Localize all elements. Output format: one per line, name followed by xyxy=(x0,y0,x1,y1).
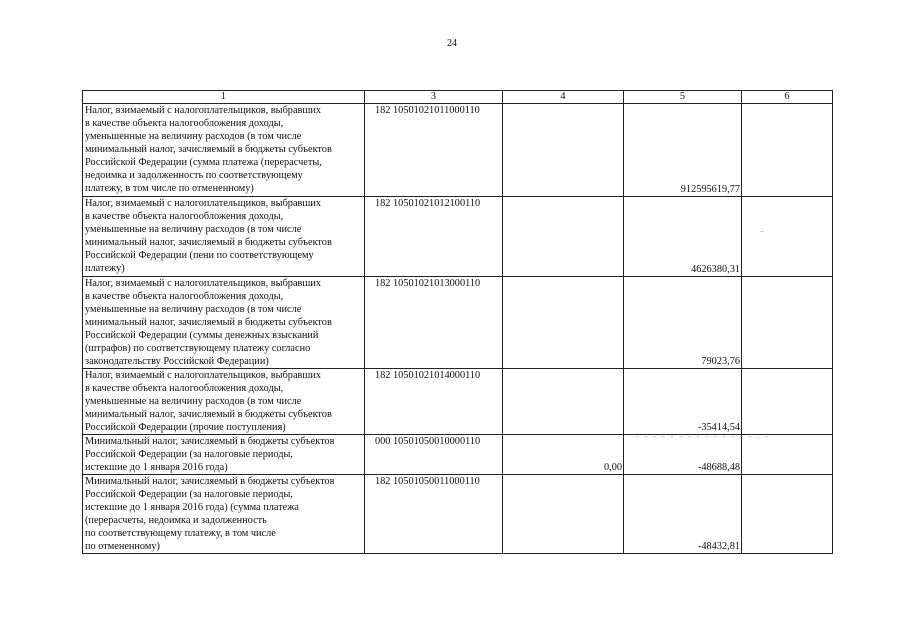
row-code-cell: 182 10501021014000110 xyxy=(365,369,503,435)
row-code-cell: 182 10501021011000110 xyxy=(365,104,503,197)
row-col4-cell xyxy=(503,475,624,554)
row-col6-cell xyxy=(742,277,833,369)
row-code-cell: 182 10501021012100110 xyxy=(365,197,503,277)
row-col4-cell xyxy=(503,197,624,277)
row-name-cell: Налог, взимаемый с налогоплательщиков, выбравших в качестве объекта налогообложения доходы, уменьшенные на величину расходов (в том числе минимальный налог, зачисляемый в бюджеты субъектов Российской Федерации (суммы денежных взысканий (штрафов) по соответствующему платежу согласно законодательству Российской Федерации) xyxy=(83,277,365,369)
row-col4-cell xyxy=(503,277,624,369)
row-col4-cell: 0,00 xyxy=(503,435,624,475)
row-col6-cell xyxy=(742,475,833,554)
row-name-cell: Налог, взимаемый с налогоплательщиков, выбравших в качестве объекта налогообложения доходы, уменьшенные на величину расходов (в том числе минимальный налог, зачисляемый в бюджеты субъектов Российской Федерации (пени по соответствующему платежу) xyxy=(83,197,365,277)
row-col6-cell xyxy=(742,369,833,435)
table-row xyxy=(83,369,833,435)
row-col5-cell: -48432,81 xyxy=(624,475,742,554)
budget-revenue-table xyxy=(82,90,833,554)
row-col5-cell: 4626380,31 xyxy=(624,197,742,277)
row-name-cell: Минимальный налог, зачисляемый в бюджеты субъектов Российской Федерации (за налоговые периоды, истекшие до 1 января 2016 года) (сумма платежа (перерасчеты, недоимка и задолженность по соответствующему платежу, в том числе по отмененному) xyxy=(83,475,365,554)
row-name-cell: Налог, взимаемый с налогоплательщиков, выбравших в качестве объекта налогообложения доходы, уменьшенные на величину расходов (в том числе минимальный налог, зачисляемый в бюджеты субъектов Российской Федерации (сумма платежа (перерасчеты, недоимка и задолженность по соответствующему платежу, в том числе по отмененному) xyxy=(83,104,365,197)
table-header-row xyxy=(83,91,833,104)
row-name-cell: Налог, взимаемый с налогоплательщиков, выбравших в качестве объекта налогообложения доходы, уменьшенные на величину расходов (в том числе минимальный налог, зачисляемый в бюджеты субъектов Российской Федерации (прочие поступления) xyxy=(83,369,365,435)
page-number: 24 xyxy=(447,38,457,49)
row-code-cell: 182 10501050011000110 xyxy=(365,475,503,554)
row-col5-cell: 912595619,77 xyxy=(624,104,742,197)
row-col5-cell: -35414,54 xyxy=(624,369,742,435)
row-col4-cell xyxy=(503,104,624,197)
row-code-cell: 000 10501050010000110 xyxy=(365,435,503,475)
header-col-6: 6 xyxy=(742,91,833,104)
table-row xyxy=(83,277,833,369)
table-row xyxy=(83,475,833,554)
row-col6-cell xyxy=(742,104,833,197)
header-col-3: 3 xyxy=(365,91,503,104)
row-name-cell: Минимальный налог, зачисляемый в бюджеты субъектов Российской Федерации (за налоговые периоды, истекшие до 1 января 2016 года) xyxy=(83,435,365,475)
row-col5-cell: -48688,48 xyxy=(624,435,742,475)
row-col6-cell xyxy=(742,197,833,277)
row-col4-cell xyxy=(503,369,624,435)
header-col-5: 5 xyxy=(624,91,742,104)
table-row xyxy=(83,197,833,277)
header-col-4: 4 xyxy=(503,91,624,104)
scan-noise: - - - - - - - - - - - - - - . - xyxy=(636,432,770,441)
scan-noise: – xyxy=(760,226,766,235)
table-row xyxy=(83,104,833,197)
row-col5-cell: 79023,76 xyxy=(624,277,742,369)
row-code-cell: 182 10501021013000110 xyxy=(365,277,503,369)
header-col-1: 1 xyxy=(83,91,365,104)
